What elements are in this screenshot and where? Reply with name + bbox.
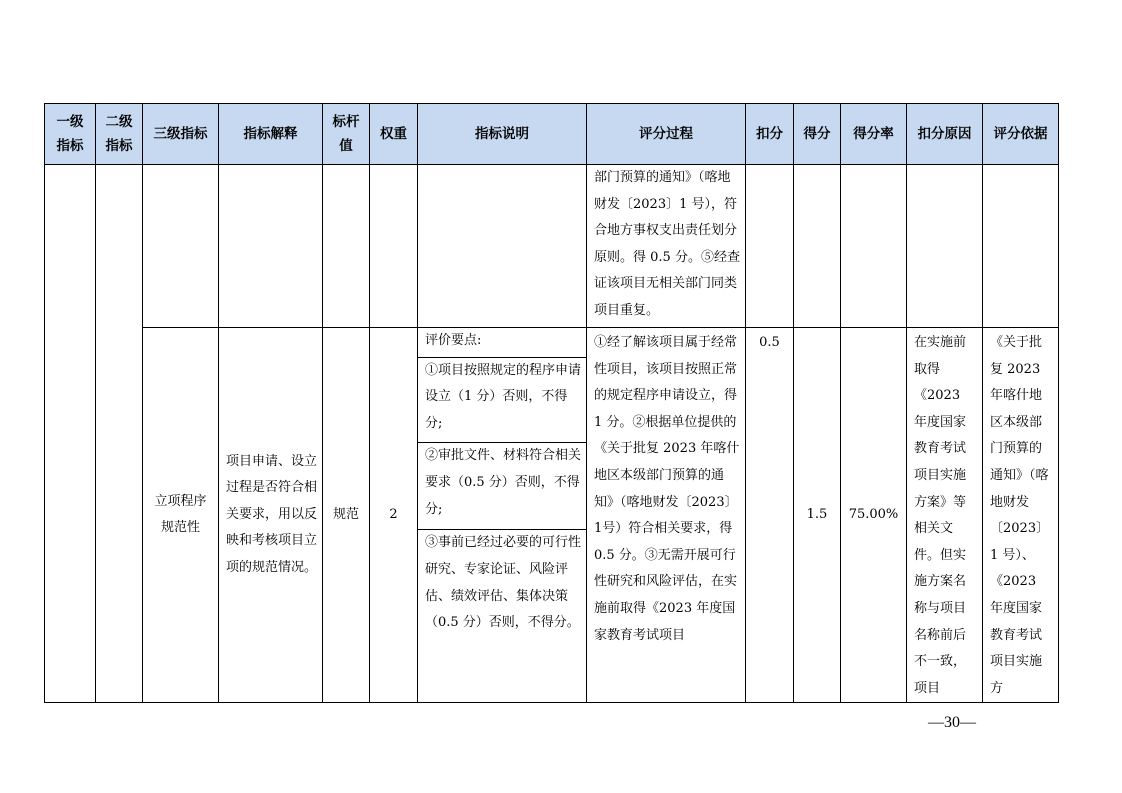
cell-process: ①经了解该项目属于经常性项目，该项目按照正常的规定程序申请设立，得 1 分。②根据单位提供的《关于批复 2023 年喀什地区本级部门预算的通知》（喀地财发〔2023〕1号）符合相关要求，得 0.5 分。③无需开展可行性研究和风险评估，在实施前取得《2023 年度国家教育考试项目: [587, 328, 746, 703]
cell-benchmark: 规范: [323, 328, 370, 703]
cell-explain: 项目申请、设立过程是否符合相关要求，用以反映和考核项目立项的规范情况。: [219, 328, 323, 703]
cell-score: 1.5: [794, 328, 841, 703]
cell-deduct: 0.5: [746, 328, 794, 703]
table-row-project-procedure: [45, 328, 1059, 358]
header-score: 得分: [794, 104, 841, 165]
header-level1: 一级指标: [45, 104, 96, 165]
header-rate: 得分率: [841, 104, 907, 165]
header-deduct: 扣分: [746, 104, 794, 165]
cell-reason-empty: [907, 165, 983, 328]
table-row-continuation: [45, 165, 1059, 328]
cell-level2: [96, 165, 143, 703]
cell-spec-item-3: ③事前已经过必要的可行性研究、专家论证、风险评估、绩效评估、集体决策（0.5 分）否则，不得分。: [418, 530, 587, 703]
header-explain: 指标解释: [219, 104, 323, 165]
header-level3: 三级指标: [143, 104, 219, 165]
evaluation-table-sheet: [44, 103, 1059, 703]
cell-basis: 《关于批复 2023 年喀什地区本级部门预算的通知》（喀地财发〔2023〕1 号）、《2023 年度国家教育考试项目实施方: [983, 328, 1059, 703]
cell-level1: [45, 165, 96, 703]
cell-spec-title: 评价要点:: [418, 328, 587, 358]
cell-score-empty: [794, 165, 841, 328]
cell-level3-empty: [143, 165, 219, 328]
cell-spec-item-1: ①项目按照规定的程序申请设立（1 分）否则，不得分;: [418, 357, 587, 443]
cell-spec-empty: [418, 165, 587, 328]
cell-basis-empty: [983, 165, 1059, 328]
cell-process-continued: 部门预算的通知》（喀地财发〔2023〕1 号），符合地方事权支出责任划分原则。得 0.5 分。⑤经查证该项目无相关部门同类项目重复。: [587, 165, 746, 328]
cell-spec-item-2: ②审批文件、材料符合相关要求（0.5 分）否则，不得分;: [418, 443, 587, 530]
header-spec: 指标说明: [418, 104, 587, 165]
header-row: [45, 104, 1059, 165]
evaluation-table: [44, 103, 1059, 703]
header-level2: 二级指标: [96, 104, 143, 165]
header-basis: 评分依据: [983, 104, 1059, 165]
cell-weight-empty: [370, 165, 418, 328]
cell-weight: 2: [370, 328, 418, 703]
cell-explain-empty: [219, 165, 323, 328]
cell-reason: 在实施前取得《2023 年度国家教育考试项目实施方案》等相关文件。但实施方案名称与项目名称前后不一致，项目: [907, 328, 983, 703]
header-reason: 扣分原因: [907, 104, 983, 165]
cell-deduct-empty: [746, 165, 794, 328]
header-benchmark: 标杆值: [323, 104, 370, 165]
cell-rate-empty: [841, 165, 907, 328]
header-weight: 权重: [370, 104, 418, 165]
cell-level3: 立项程序规范性: [143, 328, 219, 703]
cell-rate: 75.00%: [841, 328, 907, 703]
cell-benchmark-empty: [323, 165, 370, 328]
page-number: —30—: [928, 714, 976, 731]
header-process: 评分过程: [587, 104, 746, 165]
